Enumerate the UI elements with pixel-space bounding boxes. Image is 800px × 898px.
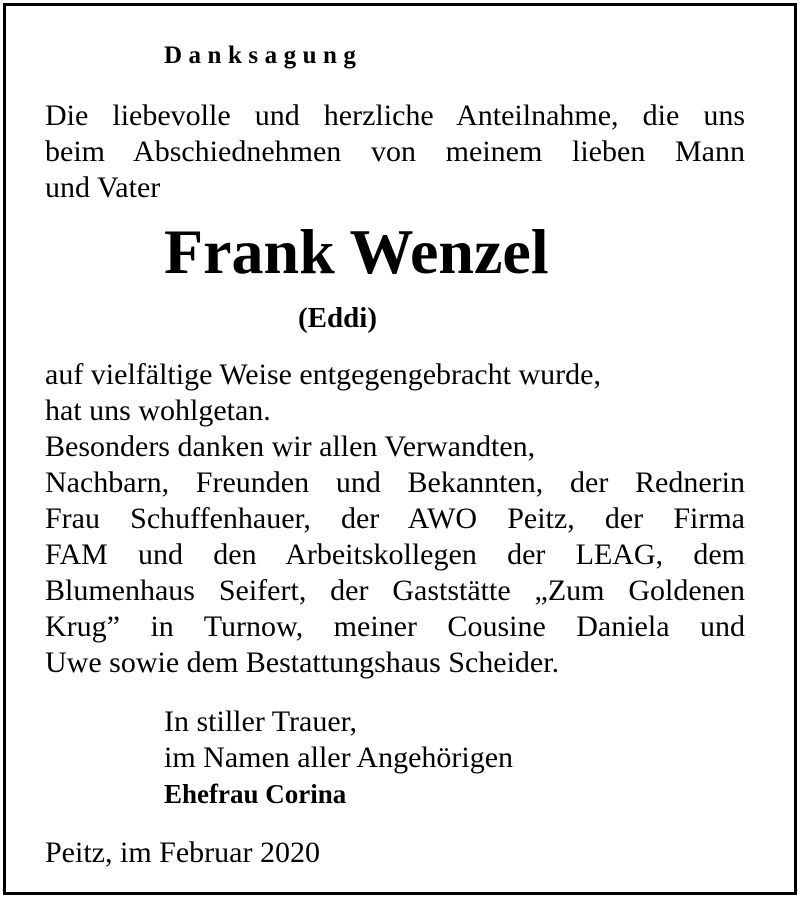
- body-line-7: Blumenhaus Seifert, der Gaststätte „Zum Goldenen: [45, 574, 745, 607]
- deceased-nickname: (Eddi): [298, 302, 377, 334]
- signature: Ehefrau Corina: [164, 779, 347, 809]
- body-line-9: Uwe sowie dem Bestattungshaus Scheider.: [45, 646, 560, 679]
- deceased-name: Frank Wenzel: [164, 216, 549, 287]
- body-line-4: Nachbarn, Freunden und Bekannten, der Rednerin: [45, 466, 745, 499]
- closing-line-1: In stiller Trauer,: [164, 705, 357, 738]
- body-line-5: Frau Schuffenhauer, der AWO Peitz, der Firma: [45, 502, 745, 535]
- intro-line-2: beim Abschiednehmen von meinem lieben Mann: [45, 135, 745, 168]
- body-line-6: FAM und den Arbeitskollegen der LEAG, dem: [45, 538, 745, 571]
- intro-line-1: Die liebevolle und herzliche Anteilnahme, die uns: [45, 99, 745, 132]
- body-line-1: auf vielfältige Weise entgegengebracht wurde,: [45, 358, 601, 391]
- notice-heading: Danksagung: [164, 42, 363, 69]
- body-line-8: Krug” in Turnow, meiner Cousine Daniela und: [45, 610, 745, 643]
- body-line-2: hat uns wohlgetan.: [45, 394, 271, 427]
- body-line-3: Besonders danken wir allen Verwandten,: [45, 430, 536, 463]
- closing-line-2: im Namen aller Angehörigen: [164, 741, 514, 774]
- intro-line-3: und Vater: [45, 171, 161, 204]
- place-date: Peitz, im Februar 2020: [45, 836, 320, 869]
- obituary-notice: [3, 3, 797, 895]
